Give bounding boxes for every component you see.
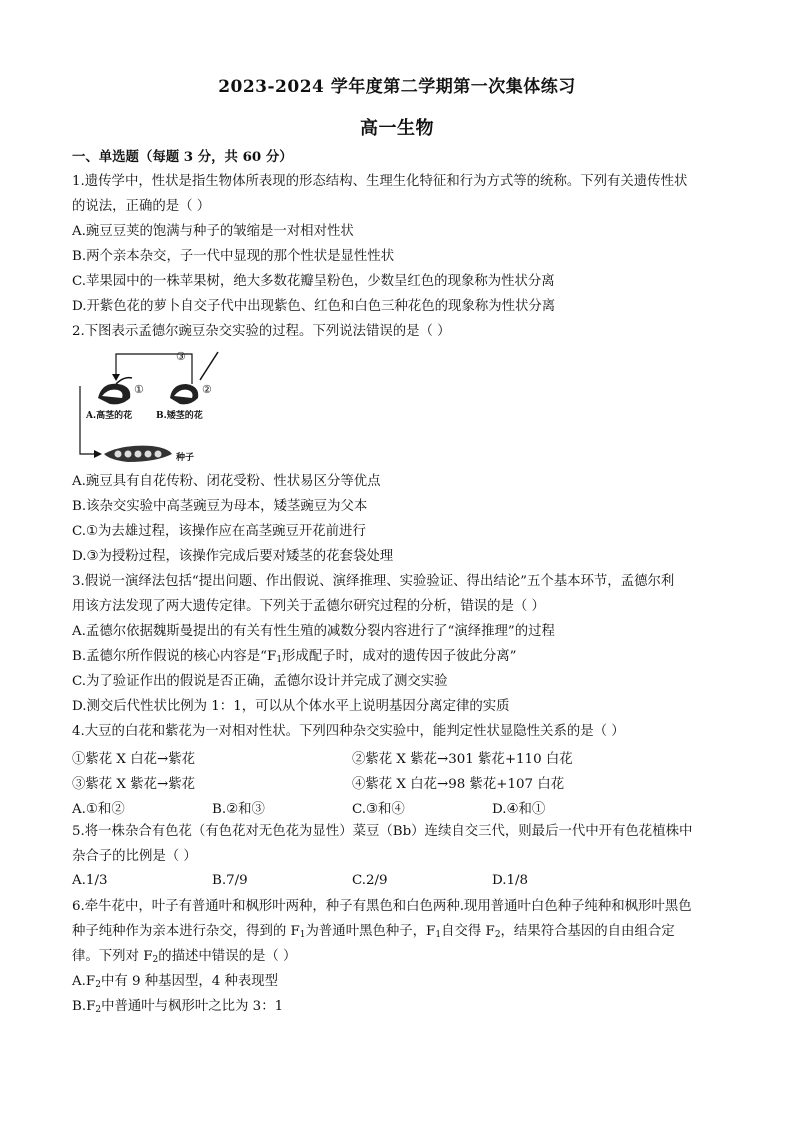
q5-option-d: D.1/8 — [492, 873, 529, 888]
q4-option-c: C.③和④ — [352, 802, 405, 817]
q5-stem-line-1: 5.将一株杂合有色花（有色花对无色花为显性）菜豆（Bb）连续自交三代，则最后一代中开有色花植株中 — [72, 824, 693, 839]
q6-stem-3-post: 的描述中错误的是（ ） — [158, 949, 297, 964]
arrow-head-down — [112, 374, 120, 381]
q6-stem-2-sub-3: 2 — [494, 930, 501, 940]
q6-option-b-pre: B.F — [72, 999, 96, 1014]
q5-option-b: B.7/9 — [212, 873, 248, 888]
q6-stem-3-sub: 2 — [152, 955, 159, 965]
q3-stem-line-2: 用该方法发现了两大遗传定律。下列关于孟德尔研究过程的分析，错误的是（ ） — [72, 599, 545, 614]
mark-2: ② — [202, 383, 212, 396]
q1-option-c: C.苹果园中的一株苹果树，绝大多数花瓣呈粉色，少数呈红色的现象称为性状分离 — [72, 274, 555, 289]
q6-option-a — [72, 973, 278, 994]
q3-option-b-post: 形成配子时，成对的遗传因子彼此分离” — [282, 649, 517, 664]
q2-stem: 2.下图表示孟德尔豌豆杂交实验的过程。下列说法错误的是（ ） — [72, 324, 451, 339]
q3-option-b-pre: B.孟德尔所作假说的核心内容是“F — [72, 649, 277, 664]
short-flower-icon — [170, 384, 198, 404]
q1-stem-line-1: 1.遗传学中，性状是指生物体所表现的形态结构、生理生化特征和行为方式等的统称。下列有关遗传性状 — [72, 174, 688, 189]
q6-option-b — [72, 998, 283, 1019]
seed-pod-icon — [104, 446, 172, 462]
q1-stem-line-2: 的说法，正确的是（ ） — [72, 199, 211, 214]
arrow-head-right — [94, 450, 102, 458]
q4-cross-3: ③紫花 X 紫花→紫花 — [72, 777, 195, 792]
q6-stem-line-2 — [72, 923, 675, 944]
q2-option-c: C.①为去雄过程，该操作应在高茎豌豆开花前进行 — [72, 524, 366, 539]
q4-option-a: A.①和② — [72, 802, 125, 817]
q4-option-d: D.④和① — [492, 802, 546, 817]
q6-stem-2-mid-1: 为普通叶黑色种子，F — [305, 924, 436, 939]
q6-stem-2-mid-2: 自交得 F — [441, 924, 495, 939]
q6-option-a-pre: A.F — [72, 974, 96, 989]
subject-title: 高一生物 — [360, 118, 434, 139]
q6-option-a-post: 中有 9 种基因型，4 种表现型 — [100, 974, 279, 989]
q5-option-a: A.1/3 — [72, 873, 108, 888]
q4-option-b: B.②和③ — [212, 802, 265, 817]
q4-stem: 4.大豆的白花和紫花为一对相对性状。下列四种杂交实验中，能判定性状显隐性关系的是（ ） — [72, 724, 625, 739]
q6-stem-line-3 — [72, 948, 296, 969]
q3-option-d: D.测交后代性状比例为 1：1，可以从个体水平上说明基因分离定律的实质 — [72, 699, 510, 714]
q3-option-c: C.为了验证作出的假说是否正确，孟德尔设计并完成了测交实验 — [72, 674, 448, 689]
q6-stem-3-pre: 律。下列对 F — [72, 949, 153, 964]
tall-flower-icon — [98, 378, 132, 405]
q3-option-b-sub: 1 — [276, 655, 283, 665]
q5-stem-line-2: 杂合子的比例是（ ） — [72, 849, 197, 864]
q6-stem-2-post: ，结果符合基因的自由组合定 — [500, 924, 675, 939]
q3-option-a: A.孟德尔依据魏斯曼提出的有关有性生殖的减数分裂内容进行了“演绎推理”的过程 — [72, 624, 555, 639]
q6-option-b-post: 中普通叶与枫形叶之比为 3：1 — [101, 999, 284, 1014]
q6-stem-2-sub-2: 1 — [435, 930, 442, 940]
label-tall-flower: A.高茎的花 — [86, 411, 133, 421]
q1-option-a: A.豌豆豆荚的饱满与种子的皱缩是一对相对性状 — [72, 224, 354, 239]
label-seed: 种子 — [176, 453, 195, 463]
q6-stem-2-sub-1: 1 — [299, 930, 306, 940]
mark-3: ③ — [176, 350, 186, 363]
q6-option-b-sub: 2 — [95, 1005, 102, 1015]
q3-stem-line-1: 3.假说一演绎法包括“提出问题、作出假说、演绎推理、实验验证、得出结论”五个基本环节，孟德尔利 — [72, 574, 675, 589]
q2-option-a: A.豌豆具有自花传粉、闭花受粉、性状易区分等优点 — [72, 474, 381, 489]
q2-option-b: B.该杂交实验中高茎豌豆为母本，矮茎豌豆为父本 — [72, 499, 368, 514]
pea-cross-diagram — [72, 346, 242, 470]
section-heading: 一、单选题（每题 3 分，共 60 分） — [72, 149, 293, 165]
q6-stem-line-1: 6.牵牛花中，叶子有普通叶和枫形叶两种，种子有黑色和白色两种.现用普通叶白色种子纯种和枫形叶黑色 — [72, 899, 692, 914]
q6-option-a-sub: 2 — [95, 980, 101, 990]
mark-1: ① — [134, 383, 144, 396]
q4-cross-4: ④紫花 X 白花→98 紫花+107 白花 — [352, 777, 565, 792]
q4-cross-1: ①紫花 X 白花→紫花 — [72, 752, 195, 767]
q5-option-c: C.2/9 — [352, 873, 388, 888]
brush-icon — [200, 352, 218, 380]
exam-title: 2023-2024 学年度第二学期第一次集体练习 — [218, 77, 576, 97]
q4-cross-2: ②紫花 X 紫花→301 紫花+110 白花 — [352, 752, 573, 767]
q2-option-d: D.③为授粉过程，该操作完成后要对矮茎的花套袋处理 — [72, 549, 394, 564]
q3-option-b — [72, 648, 517, 669]
label-short-flower: B.矮茎的花 — [156, 411, 203, 421]
q6-stem-2-pre: 种子纯种作为亲本进行杂交，得到的 F — [72, 924, 300, 939]
q1-option-d: D.开紫色花的萝卜自交子代中出现紫色、红色和白色三种花色的现象称为性状分离 — [72, 299, 556, 314]
q1-option-b: B.两个亲本杂交，子一代中显现的那个性状是显性性状 — [72, 249, 395, 264]
